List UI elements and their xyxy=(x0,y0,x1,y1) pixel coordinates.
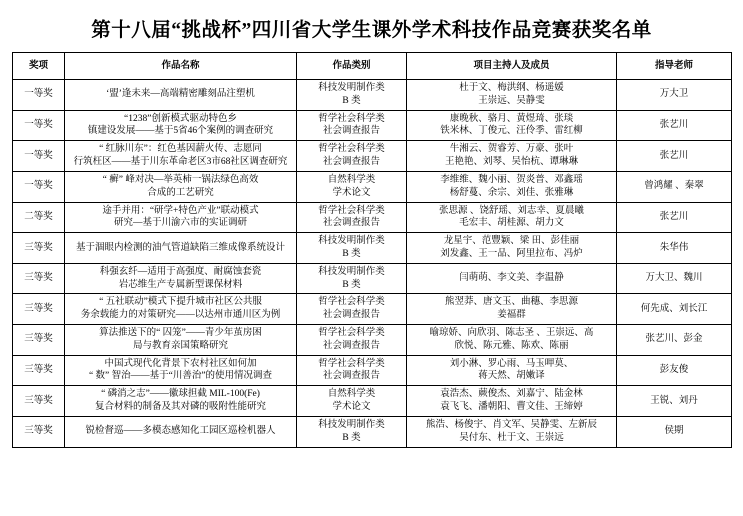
cell-prize: 一等奖 xyxy=(13,141,65,172)
cell-work-name-line: 锐检督巡——多模态感知化工园区巡检机器人 xyxy=(85,426,276,437)
cell-prize: 一等奖 xyxy=(13,110,65,141)
cell-advisor xyxy=(617,294,732,325)
cell-work-name-line: 基于涸眼内检测的油气管道缺陷三维成像系统设计 xyxy=(75,242,285,253)
cell-advisor-line: 张艺川 xyxy=(659,211,689,222)
cell-members-line: 欣悦、陈元雅、陈欢、陈丽 xyxy=(454,340,569,351)
cell-work-name-line: “ 癣” 峰对决—举英柿一锅法绿色高效 xyxy=(102,174,259,185)
cell-category-line: 哲学社会科学类 xyxy=(318,144,385,155)
cell-members-line: 熊浩、杨俊宇、肖文军、吴静雯、左新辰 xyxy=(425,419,597,430)
cell-category-line: 社会调查报告 xyxy=(322,310,380,321)
cell-members-line: 铁米林、丁俊元、汪伶季、雷红柳 xyxy=(440,126,583,137)
cell-advisor-line: 朱华伟 xyxy=(659,242,689,253)
cell-prize: 一等奖 xyxy=(13,171,65,202)
cell-members-line: 刘小淋、罗心雨、马玉呷莫、 xyxy=(449,358,574,369)
cell-advisor xyxy=(617,416,732,447)
cell-work-name xyxy=(65,386,297,417)
column-header-work-name: 作品名称 xyxy=(65,53,297,80)
cell-advisor xyxy=(617,386,732,417)
cell-advisor xyxy=(617,141,732,172)
cell-prize: 三等奖 xyxy=(13,386,65,417)
cell-category xyxy=(297,263,407,294)
cell-category-line: 哲学社会科学类 xyxy=(318,297,385,308)
cell-category-line: 社会调查报告 xyxy=(322,126,380,137)
cell-advisor xyxy=(617,263,732,294)
cell-work-name xyxy=(65,80,297,111)
cell-members xyxy=(407,355,617,386)
cell-advisor xyxy=(617,110,732,141)
cell-members-line: 王艳艳、刘琴、吴怡杭、谭琳琳 xyxy=(444,157,578,168)
cell-work-name-line: 中国式现代化背景下农村社区如何加 xyxy=(104,358,257,369)
cell-category xyxy=(297,325,407,356)
cell-members-line: 刘发鑫、王一品、阿里拉布、冯炉 xyxy=(440,248,583,259)
cell-work-name-line: 务余载能力的对策研究——以达州市通川区为例 xyxy=(80,310,281,321)
cell-members xyxy=(407,110,617,141)
cell-category-line: B 类 xyxy=(342,248,361,259)
cell-category-line: 哲学社会科学类 xyxy=(318,113,385,124)
cell-category-line: 哲学社会科学类 xyxy=(318,205,385,216)
cell-members xyxy=(407,171,617,202)
column-header-members: 项目主持人及成员 xyxy=(407,53,617,80)
cell-advisor-line: 张艺川 xyxy=(659,150,689,161)
cell-work-name-line: 行筑枉区——基于川东革命老区3市68社区调查研究 xyxy=(73,157,288,168)
table-row xyxy=(13,355,732,386)
cell-members xyxy=(407,386,617,417)
page-title: 第十八届“挑战杯”四川省大学生课外学术科技作品竞赛获奖名单 xyxy=(91,20,652,41)
cell-work-name xyxy=(65,110,297,141)
cell-category-line: 科技发明制作类 xyxy=(318,419,385,430)
cell-category-line: 科技发明制作类 xyxy=(318,266,385,277)
cell-advisor xyxy=(617,325,732,356)
cell-work-name xyxy=(65,355,297,386)
cell-work-name xyxy=(65,325,297,356)
cell-members xyxy=(407,416,617,447)
cell-work-name-line: “ 红脉川东”：红色基因薪火传、志愿同 xyxy=(99,144,262,155)
cell-advisor-line: 彭友俊 xyxy=(659,365,689,376)
cell-members xyxy=(407,263,617,294)
table-row xyxy=(13,80,732,111)
cell-category xyxy=(297,202,407,233)
table-row xyxy=(13,386,732,417)
cell-advisor xyxy=(617,171,732,202)
cell-advisor-line: 何先成、刘长江 xyxy=(640,303,708,314)
cell-category-line: 社会调查报告 xyxy=(322,157,380,168)
cell-members-line: 闫萌萌、李文美、李温静 xyxy=(459,273,564,284)
cell-category xyxy=(297,141,407,172)
cell-category xyxy=(297,233,407,264)
cell-work-name-line: 岩芯维生产专属新型课保材料 xyxy=(118,279,243,290)
cell-work-name-line: 途手并用：“研学+特色产业”联动模式 xyxy=(102,205,259,216)
cell-category-line: 哲学社会科学类 xyxy=(318,328,385,338)
cell-members-line: 袁飞飞、潘朝阳、曹文佳、王缔婷 xyxy=(440,402,583,413)
table-header xyxy=(13,53,732,80)
table-row xyxy=(13,294,732,325)
cell-members xyxy=(407,202,617,233)
cell-work-name xyxy=(65,141,297,172)
table-row xyxy=(13,141,732,172)
cell-members xyxy=(407,141,617,172)
cell-work-name xyxy=(65,263,297,294)
cell-members-line: 袁浩杰、蕨俊杰、刘嘉宁、陆金林 xyxy=(440,389,583,400)
table-body xyxy=(13,80,732,448)
cell-work-name-line: 复合材料的制备及其对磷的吸附性能研究 xyxy=(94,402,266,413)
cell-members xyxy=(407,325,617,356)
cell-category-line: 社会调查报告 xyxy=(322,371,380,382)
cell-category xyxy=(297,294,407,325)
cell-members-line: 吴付东、杜于文、王崇远 xyxy=(459,432,564,443)
cell-category-line: 社会调查报告 xyxy=(322,340,380,351)
cell-category-line: B 类 xyxy=(342,279,361,290)
cell-prize: 一等奖 xyxy=(13,80,65,111)
cell-work-name-line: 研究—基于川渝六市的实证调研 xyxy=(113,218,247,229)
cell-category-line: 科技发明制作类 xyxy=(318,236,385,247)
cell-members-line: 杜于文、梅洪纲、杨遥媛 xyxy=(459,83,564,93)
table-header-row xyxy=(13,53,732,80)
cell-advisor xyxy=(617,233,732,264)
cell-members-line: 杨舒蔓、余宗、刘佳、张雅琳 xyxy=(449,187,574,198)
cell-category-line: 科技发明制作类 xyxy=(318,83,385,93)
cell-members xyxy=(407,80,617,111)
cell-category-line: 哲学社会科学类 xyxy=(318,358,385,369)
cell-work-name-line: 合成的工艺研究 xyxy=(147,187,214,198)
cell-category xyxy=(297,110,407,141)
table-row xyxy=(13,202,732,233)
table-row xyxy=(13,110,732,141)
cell-advisor-line: 王锐、刘丹 xyxy=(650,395,698,406)
column-header-advisor: 指导老师 xyxy=(617,53,732,80)
cell-category xyxy=(297,80,407,111)
cell-members-line: 牛湘云、贺睿芳、万豪、张叶 xyxy=(449,144,574,155)
cell-work-name xyxy=(65,416,297,447)
cell-work-name-line: 算法推送下的“ 囚笼”——青少年茧房困 xyxy=(99,328,262,338)
cell-work-name-line: “ 五社联动”模式下提升城市社区公共服 xyxy=(99,297,262,308)
cell-advisor-line: 曾鸿耀 、秦翠 xyxy=(644,181,704,192)
cell-category-line: 自然科学类 xyxy=(327,389,376,400)
column-header-category: 作品类别 xyxy=(297,53,407,80)
table-row xyxy=(13,233,732,264)
cell-category-line: 社会调查报告 xyxy=(322,218,380,229)
cell-work-name-line: 镇建设发展——基于5省46个案例的调查研究 xyxy=(87,126,274,137)
cell-prize: 三等奖 xyxy=(13,355,65,386)
cell-work-name-line: “ 数” 智治——基于“川善治”的使用情况调查 xyxy=(88,371,273,382)
cell-work-name-line: ‘盟’逢未来—高端精密雕刻品注塑机 xyxy=(106,89,255,100)
cell-members xyxy=(407,294,617,325)
cell-work-name xyxy=(65,171,297,202)
cell-work-name xyxy=(65,294,297,325)
cell-work-name-line: 局与教育亲国策略研究 xyxy=(132,340,228,351)
cell-category-line: B 类 xyxy=(342,432,361,443)
cell-category xyxy=(297,171,407,202)
cell-advisor xyxy=(617,202,732,233)
cell-prize: 三等奖 xyxy=(13,263,65,294)
cell-prize: 三等奖 xyxy=(13,416,65,447)
cell-work-name-line: 科强玄纤—适用于高强度、耐腐蚀套瓷 xyxy=(99,266,262,277)
cell-members xyxy=(407,233,617,264)
column-header-prize: 奖项 xyxy=(13,53,65,80)
cell-members-line: 姜福群 xyxy=(497,310,526,321)
cell-work-name-line: “ 磷消之志”——徽球担截 MIL-100(Fe) xyxy=(101,389,260,400)
cell-work-name xyxy=(65,202,297,233)
cell-members-line: 康晚秋、骆月、黄煜琦、张琰 xyxy=(449,113,574,124)
cell-members-line: 毛宏丰、胡桂源、胡力文 xyxy=(459,218,564,229)
cell-advisor-line: 张艺川、彭金 xyxy=(645,334,703,345)
cell-prize: 三等奖 xyxy=(13,325,65,356)
cell-members-line: 张思源 、饶舒瑶、刘志幸、夏晨曦 xyxy=(439,205,584,216)
cell-category xyxy=(297,386,407,417)
table-row xyxy=(13,263,732,294)
cell-advisor-line: 张艺川 xyxy=(659,120,689,131)
cell-members-line: 龙星宇、范豐颖、梁 田、彭佳丽 xyxy=(443,236,580,247)
cell-advisor xyxy=(617,80,732,111)
cell-members-line: 喻琼娇、向欣羽、陈志圣 、王崇远、高 xyxy=(429,328,594,338)
cell-prize: 三等奖 xyxy=(13,233,65,264)
cell-category xyxy=(297,355,407,386)
cell-advisor xyxy=(617,355,732,386)
cell-advisor-line: 万大卫、魏川 xyxy=(645,273,703,284)
cell-work-name-line: “1238”创新模式驱动特色乡 xyxy=(124,113,237,124)
cell-category-line: 自然科学类 xyxy=(327,174,376,185)
table-row xyxy=(13,416,732,447)
table-row xyxy=(13,171,732,202)
cell-members-line: 熊翌莽、唐文玉、曲穗、李思源 xyxy=(444,297,578,308)
cell-advisor-line: 侯期 xyxy=(664,426,684,437)
cell-category-line: 学术论文 xyxy=(332,402,371,413)
cell-prize: 二等奖 xyxy=(13,202,65,233)
cell-prize: 三等奖 xyxy=(13,294,65,325)
cell-work-name xyxy=(65,233,297,264)
cell-category-line: B 类 xyxy=(342,95,361,106)
award-list-table xyxy=(12,52,732,448)
cell-members-line: 李维维、魏小丽、贺炎普、邓鑫瑶 xyxy=(440,174,583,185)
cell-category xyxy=(297,416,407,447)
cell-category-line: 学术论文 xyxy=(332,187,371,198)
cell-advisor-line: 万大卫 xyxy=(659,89,689,100)
table-row xyxy=(13,325,732,356)
cell-members-line: 蒋天然、胡嫩译 xyxy=(478,371,545,382)
cell-members-line: 王崇远、吴静雯 xyxy=(478,95,545,106)
